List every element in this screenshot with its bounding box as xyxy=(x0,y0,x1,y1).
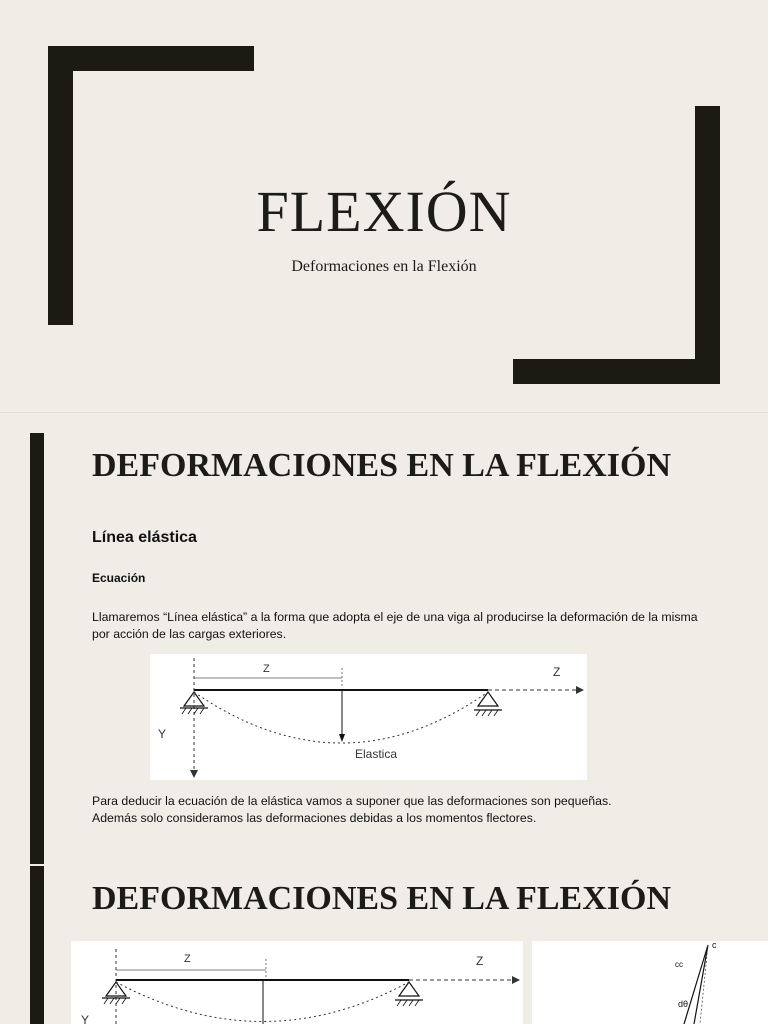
right-support-2 xyxy=(399,982,419,996)
span-label: Z xyxy=(263,663,270,675)
slide-heading: DEFORMACIONES EN LA FLEXIÓN xyxy=(92,447,672,484)
paragraph-assumptions xyxy=(92,793,702,827)
frame-top-bar xyxy=(48,46,254,71)
elastic-label: Elastica xyxy=(355,747,398,761)
curvature-detail-svg xyxy=(532,941,768,1024)
slide-title: FLEXIÓN xyxy=(256,179,512,244)
slide-accent-bar-2 xyxy=(30,866,44,1024)
beam-diagram-2 xyxy=(71,941,523,1024)
slide-accent-bar xyxy=(30,433,44,864)
slide-subtitle: Deformaciones en la Flexión xyxy=(291,258,477,275)
frame-bottom-bar xyxy=(513,359,720,384)
beam-diagram-2-svg xyxy=(71,941,523,1024)
slide-divider xyxy=(0,412,768,413)
slide-heading-2: DEFORMACIONES EN LA FLEXIÓN xyxy=(92,880,672,917)
label-dtheta: dθ xyxy=(678,999,689,1009)
paragraph-assumptions-line-2: Además solo consideramos las deformaciones debidas a los momentos flectores. xyxy=(92,811,537,825)
y-axis-label: Y xyxy=(158,727,167,741)
section-title: Línea elástica xyxy=(92,529,197,546)
label-c: c xyxy=(712,941,717,950)
right-support xyxy=(478,692,498,706)
y-axis-arrow xyxy=(190,770,198,778)
span-label-2: Z xyxy=(184,953,191,965)
label-cc: cc xyxy=(675,960,683,969)
y-axis-label-2: Y xyxy=(81,1013,90,1024)
z-axis-label-2: Z xyxy=(476,954,484,968)
z-axis-arrow xyxy=(576,686,584,694)
frame-right-bar xyxy=(695,106,720,384)
paragraph-assumptions-line-1: Para deducir la ecuación de la elástica vamos a suponer que las deformaciones son pequeñas. xyxy=(92,794,612,808)
equation-label: Ecuación xyxy=(92,571,146,585)
curvature-detail-diagram xyxy=(532,941,768,1024)
z-axis-label: Z xyxy=(553,665,561,679)
paragraph-definition: Llamaremos “Línea elástica” a la forma que adopta el eje de una viga al producirse la deformación de la misma por acción de las cargas exteriores. xyxy=(92,610,698,641)
beam-diagram-svg xyxy=(150,654,587,780)
beam-diagram xyxy=(150,654,587,780)
